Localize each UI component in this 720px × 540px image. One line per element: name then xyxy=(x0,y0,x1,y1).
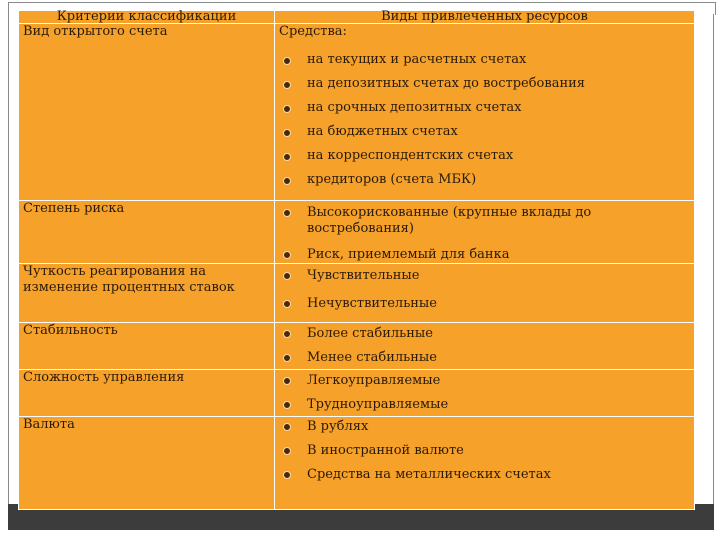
criterion-cell: Степень риска xyxy=(19,201,275,264)
criterion-cell: Стабильность xyxy=(19,323,275,370)
list-item-text: В рублях xyxy=(307,419,369,434)
slide-frame-right xyxy=(713,14,714,514)
list-item xyxy=(279,350,690,366)
criterion-cell: Вид открытого счета xyxy=(19,24,275,201)
bullet-dot-icon xyxy=(283,105,291,113)
bullet-dot-icon xyxy=(283,377,291,385)
types-cell xyxy=(275,417,695,510)
header-criteria: Критерии классификации xyxy=(19,11,275,24)
bullet-dot-icon xyxy=(283,300,291,308)
list-item xyxy=(279,443,690,459)
list-item xyxy=(279,48,690,72)
list-item-text: Чувствительные xyxy=(307,268,420,283)
list-item-text: на корреспондентских счетах xyxy=(307,148,514,163)
types-cell xyxy=(275,264,695,323)
list-item xyxy=(279,72,690,96)
types-list xyxy=(279,48,690,192)
table-row xyxy=(19,264,695,323)
types-cell xyxy=(275,24,695,201)
bullet-dot-icon xyxy=(283,401,291,409)
bullet-dot-icon xyxy=(283,251,291,259)
list-item-text: на бюджетных счетах xyxy=(307,124,458,139)
list-item xyxy=(279,96,690,120)
table-row xyxy=(19,24,695,201)
table-row xyxy=(19,323,695,370)
list-item xyxy=(279,296,690,312)
classification-table xyxy=(18,10,695,510)
criterion-cell: Валюта xyxy=(19,417,275,510)
list-item xyxy=(279,144,690,168)
bullet-dot-icon xyxy=(283,272,291,280)
bullet-dot-icon xyxy=(283,471,291,479)
list-item-text: кредиторов (счета МБК) xyxy=(307,172,477,187)
bullet-dot-icon xyxy=(283,57,291,65)
list-item-text: Легкоуправляемые xyxy=(307,373,441,388)
types-cell xyxy=(275,370,695,417)
bullet-dot-icon xyxy=(283,153,291,161)
header-types: Виды привлеченных ресурсов xyxy=(275,11,695,24)
table-row xyxy=(19,417,695,510)
list-item-text: Средства на металлических счетах xyxy=(307,467,551,482)
criterion-cell: Сложность управления xyxy=(19,370,275,417)
bullet-dot-icon xyxy=(283,129,291,137)
list-item-text: Высокорискованные (крупные вклады до востребования) xyxy=(307,205,592,236)
list-item-text: Трудноуправляемые xyxy=(307,397,449,412)
types-list xyxy=(279,326,690,366)
bullet-dot-icon xyxy=(283,209,291,217)
types-list xyxy=(279,419,690,483)
list-item xyxy=(279,205,690,237)
table-row xyxy=(19,201,695,264)
list-item xyxy=(279,373,690,389)
types-cell xyxy=(275,201,695,264)
list-item-text: В иностранной валюте xyxy=(307,443,464,458)
list-item xyxy=(279,120,690,144)
table-row xyxy=(19,370,695,417)
types-list xyxy=(279,205,690,263)
bullet-dot-icon xyxy=(283,447,291,455)
types-list xyxy=(279,268,690,312)
list-item-text: Более стабильные xyxy=(307,326,433,341)
list-item xyxy=(279,168,690,192)
list-item-text: на текущих и расчетных счетах xyxy=(307,52,527,67)
bullet-dot-icon xyxy=(283,354,291,362)
types-list xyxy=(279,373,690,413)
list-item xyxy=(279,419,690,435)
bullet-dot-icon xyxy=(283,423,291,431)
bullet-dot-icon xyxy=(283,177,291,185)
types-cell xyxy=(275,323,695,370)
list-item xyxy=(279,326,690,342)
list-item xyxy=(279,268,690,284)
header-row xyxy=(19,11,695,24)
types-lead: Средства: xyxy=(279,24,347,39)
criterion-cell: Чуткость реагирования на изменение процентных ставок xyxy=(19,264,275,323)
list-item xyxy=(279,247,690,263)
list-item-text: Нечувствительные xyxy=(307,296,437,311)
slide-frame-left xyxy=(8,14,9,514)
list-item xyxy=(279,397,690,413)
list-item-text: на депозитных счетах до востребования xyxy=(307,76,585,91)
list-item-text: Риск, приемлемый для банка xyxy=(307,247,510,262)
list-item xyxy=(279,467,690,483)
list-item-text: на срочных депозитных счетах xyxy=(307,100,522,115)
bullet-dot-icon xyxy=(283,330,291,338)
list-item-text: Менее стабильные xyxy=(307,350,437,365)
bullet-dot-icon xyxy=(283,81,291,89)
